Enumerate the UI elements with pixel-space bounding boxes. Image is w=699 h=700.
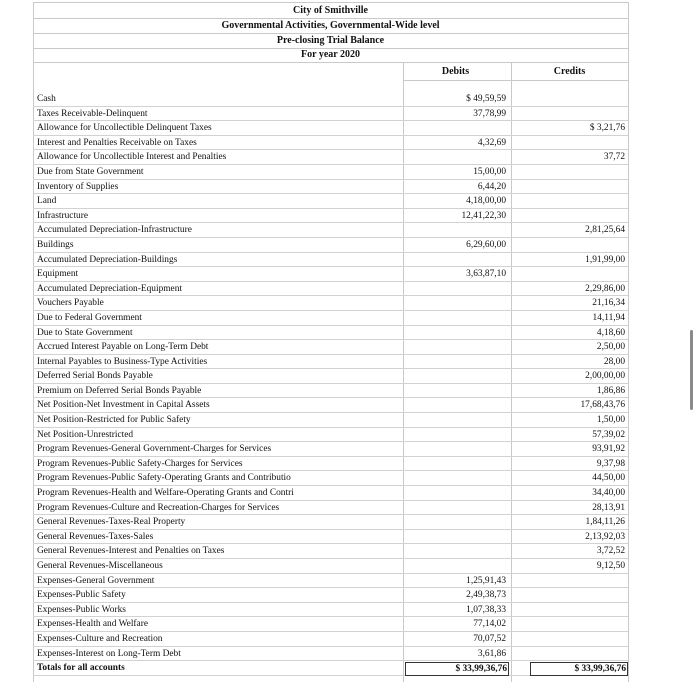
debit-amount: 6,44,20 [477,181,506,192]
account-name: Accumulated Depreciation-Buildings [37,254,178,265]
account-name: Due to State Government [37,327,133,338]
table-row [33,486,628,501]
table-row [33,428,628,443]
credits-column-header: Credits [553,66,586,77]
debit-amount: 77,14,02 [473,619,506,630]
credit-amount: 93,91,92 [592,444,625,455]
header-divider [33,62,628,63]
credit-amount: $ 3,21,76 [589,123,625,134]
table-row [33,617,628,632]
table-row [33,296,628,311]
account-name: General Revenues-Taxes-Real Property [37,517,186,528]
credit-amount: 2,00,00,00 [585,371,625,382]
header-level: Governmental Activities, Governmental-Wide level [221,20,440,31]
account-name: Expenses-Health and Welfare [37,619,149,630]
table-row [33,471,628,486]
table-row [33,121,628,136]
credit-amount: 9,37,98 [596,458,625,469]
debit-amount: 6,29,60,00 [466,239,506,250]
account-name: Net Position-Restricted for Public Safety [37,415,191,426]
debit-amount: 15,00,00 [473,166,506,177]
account-name: Totals for all accounts [37,663,125,674]
credit-amount: 4,18,60 [596,327,625,338]
table-row [33,384,628,399]
header-border-top [33,2,628,3]
table-row [33,369,628,384]
table-row [33,311,628,326]
credit-amount: 21,16,34 [592,298,625,309]
debits-column-header: Debits [441,66,470,77]
credit-amount: 2,29,86,00 [585,283,625,294]
account-name: Expenses-General Government [37,575,155,586]
account-name: Net Position-Unrestricted [37,429,134,440]
account-name: Due from State Government [37,166,144,177]
table-row [33,150,628,165]
scrollbar-thumb[interactable] [690,330,693,410]
account-name: Expenses-Public Works [37,604,126,615]
account-name: Premium on Deferred Serial Bonds Payable [37,385,202,396]
table-row [33,253,628,268]
account-name: Accumulated Depreciation-Equipment [37,283,182,294]
account-name: Buildings [37,239,74,250]
credit-amount: 37,72 [603,152,625,163]
table-row [33,530,628,545]
credit-amount: 57,39,02 [592,429,625,440]
account-name: Allowance for Uncollectible Delinquent Taxes [37,123,212,134]
table-row [33,544,628,559]
table-row [33,603,628,618]
account-name: Taxes Receivable-Delinquent [37,108,148,119]
debit-amount: 70,07,52 [473,633,506,644]
table-row [33,209,628,224]
debit-amount: 3,61,86 [477,648,506,659]
header-year: For year 2020 [300,49,361,60]
table-row [33,267,628,282]
credit-amount: 1,91,99,00 [585,254,625,265]
credit-amount: 9,12,50 [596,561,625,571]
account-name: Program Revenues-Health and Welfare-Operating Grants and Contri [37,488,294,499]
column-header-rule [403,80,628,81]
account-name: Allowance for Uncollectible Interest and Penalties [37,152,227,163]
account-name: Program Revenues-General Government-Charges for Services [37,444,272,455]
credit-amount: 34,40,00 [592,488,625,499]
account-name: General Revenues-Miscellaneous [37,561,163,571]
table-row [33,442,628,457]
debit-amount: $ 49,59,59 [466,94,506,104]
table-row [33,398,628,413]
table-row [33,165,628,180]
credit-amount: 2,13,92,03 [585,531,625,542]
table-row [33,413,628,428]
header-report: Pre-closing Trial Balance [276,35,385,46]
account-name: Due to Federal Government [37,312,142,323]
account-name: General Revenues-Interest and Penalties on Taxes [37,546,225,557]
table-row [33,588,628,603]
table-row [33,632,628,647]
account-name: Program Revenues-Culture and Recreation-Charges for Services [37,502,280,513]
table-row [33,223,628,238]
credit-amount: 2,50,00 [596,342,625,353]
table-row [33,194,628,209]
table-row [33,136,628,151]
credit-amount: 17,68,43,76 [580,400,625,411]
credit-amount: 2,81,25,64 [585,225,625,236]
table-row [33,92,628,107]
account-name: Net Position-Net Investment in Capital Assets [37,400,210,411]
credit-amount: 28,13,91 [592,502,625,513]
account-name: Deferred Serial Bonds Payable [37,371,153,382]
credit-amount: 1,84,11,26 [585,517,625,528]
debit-amount: 1,07,38,33 [466,604,506,615]
grid-line-right [628,2,629,682]
account-name: Land [37,196,57,207]
table-row [33,340,628,355]
credit-amount: $ 33,99,36,76 [530,662,628,676]
table-row [33,282,628,297]
account-name: Program Revenues-Public Safety-Operating Grants and Contributio [37,473,291,484]
table-row [33,326,628,341]
table-row [33,574,628,589]
table-row [33,238,628,253]
table-row [33,107,628,122]
totals-row [33,661,628,676]
table-row [33,559,628,574]
credit-amount: 44,50,00 [592,473,625,484]
table-row [33,515,628,530]
table-row [33,355,628,370]
credit-amount: 14,11,94 [592,312,625,323]
account-name: Internal Payables to Business-Type Activities [37,356,208,367]
account-name: Accrued Interest Payable on Long-Term Debt [37,342,209,353]
account-name: Expenses-Interest on Long-Term Debt [37,648,181,659]
account-name: Infrastructure [37,210,89,221]
account-name: Cash [37,94,56,104]
account-rows [33,92,628,676]
table-row [33,501,628,516]
debit-amount: 2,49,38,73 [466,590,506,601]
table-row [33,647,628,662]
debit-amount: $ 33,99,36,76 [405,662,509,676]
credit-amount: 28,00 [603,356,625,367]
account-name: Program Revenues-Public Safety-Charges for Services [37,458,243,469]
account-name: Equipment [37,269,79,280]
debit-amount: 3,63,87,10 [466,269,506,280]
debit-amount: 4,18,00,00 [466,196,506,207]
debit-amount: 12,41,22,30 [461,210,506,221]
debit-amount: 4,32,69 [477,137,506,148]
account-name: Expenses-Public Safety [37,590,126,601]
account-name: Expenses-Culture and Recreation [37,633,163,644]
table-row [33,457,628,472]
account-name: Accumulated Depreciation-Infrastructure [37,225,192,236]
debit-amount: 37,78,99 [473,108,506,119]
credit-amount: 3,72,52 [596,546,625,557]
credit-amount: 1,50,00 [596,415,625,426]
account-name: Inventory of Supplies [37,181,119,192]
credit-amount: 1,86,86 [596,385,625,396]
table-row [33,180,628,195]
header-city: City of Smithville [293,5,368,16]
debit-amount: 1,25,91,43 [466,575,506,586]
account-name: General Revenues-Taxes-Sales [37,531,154,542]
account-name: Interest and Penalties Receivable on Taxes [37,137,197,148]
account-name: Vouchers Payable [37,298,104,309]
